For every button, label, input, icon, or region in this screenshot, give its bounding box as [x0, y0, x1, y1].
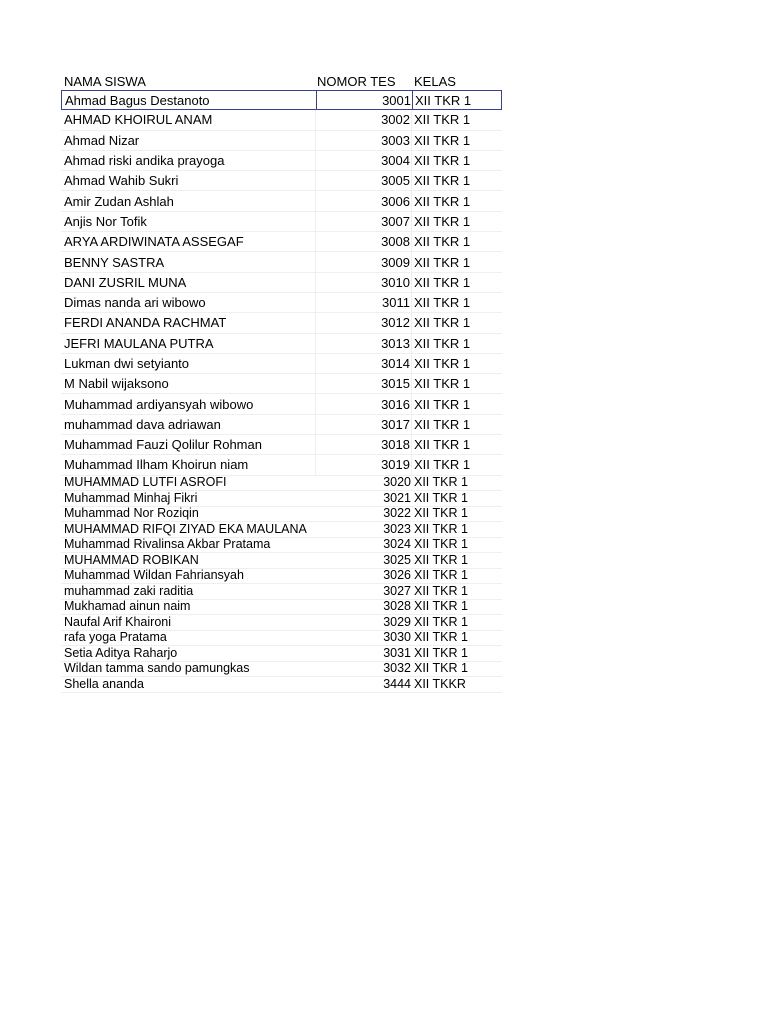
cell-student-name[interactable]: Muhammad Fauzi Qolilur Rohman: [61, 435, 316, 454]
cell-test-number[interactable]: 3024: [383, 537, 411, 552]
table-row[interactable]: [61, 273, 502, 293]
cell-class[interactable]: XII TKR 1: [414, 153, 471, 169]
table-row[interactable]: [61, 90, 502, 110]
table-header-row: [61, 72, 502, 90]
cell-test-number[interactable]: 3006: [316, 191, 412, 210]
table-row[interactable]: [61, 151, 502, 171]
table-row[interactable]: [61, 171, 502, 191]
header-nomor-tes[interactable]: NOMOR TES: [317, 74, 396, 89]
cell-test-number[interactable]: 3019: [316, 455, 412, 474]
cell-student-name[interactable]: MUHAMMAD ROBIKAN: [64, 552, 199, 567]
cell-test-number[interactable]: 3029: [383, 614, 411, 629]
cell-class[interactable]: XII TKR 1: [414, 396, 471, 412]
cell-class[interactable]: XII TKR 1: [414, 416, 471, 432]
table-row[interactable]: [61, 252, 502, 272]
table-row[interactable]: [61, 313, 502, 333]
table-row[interactable]: [61, 631, 502, 647]
cell-test-number[interactable]: 3016: [316, 394, 412, 413]
table-row[interactable]: [61, 677, 502, 693]
table-row[interactable]: [61, 334, 502, 354]
table-row[interactable]: [61, 538, 502, 554]
cell-student-name[interactable]: muhammad zaki raditia: [64, 583, 194, 598]
cell-class[interactable]: XII TKR 1: [414, 490, 468, 505]
cell-test-number[interactable]: 3015: [316, 374, 412, 393]
cell-class[interactable]: XII TKR 1: [414, 475, 468, 490]
cell-student-name[interactable]: Ahmad Nizar: [61, 131, 316, 150]
table-row[interactable]: [61, 212, 502, 232]
table-row[interactable]: [61, 455, 502, 475]
cell-test-number[interactable]: 3008: [316, 232, 412, 251]
cell-student-name[interactable]: rafa yoga Pratama: [64, 630, 167, 645]
cell-test-number[interactable]: 3001: [317, 91, 413, 109]
cell-test-number[interactable]: 3020: [383, 475, 411, 490]
table-row[interactable]: [61, 476, 502, 492]
cell-class[interactable]: XII TKR 1: [414, 234, 471, 250]
cell-student-name[interactable]: FERDI ANANDA RACHMAT: [61, 313, 316, 332]
cell-class[interactable]: XII TKR 1: [414, 356, 471, 371]
cell-student-name[interactable]: AHMAD KHOIRUL ANAM: [61, 110, 316, 129]
table-row[interactable]: [61, 662, 502, 678]
cell-student-name[interactable]: Muhammad Nor Roziqin: [64, 506, 199, 521]
cell-student-name[interactable]: MUHAMMAD LUTFI ASROFI: [64, 475, 227, 490]
cell-test-number[interactable]: 3017: [316, 415, 412, 434]
table-row[interactable]: [61, 584, 502, 600]
cell-test-number[interactable]: 3030: [383, 630, 411, 645]
cell-test-number[interactable]: 3027: [383, 583, 411, 598]
cell-test-number[interactable]: 3007: [316, 212, 412, 231]
table-row[interactable]: [61, 131, 502, 151]
cell-student-name[interactable]: BENNY SASTRA: [61, 252, 316, 271]
cell-student-name[interactable]: Mukhamad ainun naim: [64, 599, 191, 614]
cell-class[interactable]: XII TKKR: [414, 676, 466, 691]
cell-test-number[interactable]: 3004: [316, 151, 412, 170]
cell-class[interactable]: XII TKR 1: [414, 537, 468, 552]
cell-class[interactable]: XII TKR 1: [415, 92, 472, 108]
cell-test-number[interactable]: 3011: [316, 293, 412, 312]
cell-class[interactable]: XII TKR 1: [414, 112, 471, 128]
cell-test-number[interactable]: 3014: [316, 354, 412, 373]
cell-student-name[interactable]: Naufal Arif Khaironi: [64, 614, 172, 629]
cell-test-number[interactable]: 3025: [383, 552, 411, 567]
cell-student-name[interactable]: DANI ZUSRIL MUNA: [61, 273, 316, 292]
table-row[interactable]: [61, 354, 502, 374]
header-kelas[interactable]: KELAS: [414, 74, 456, 89]
table-row[interactable]: [61, 507, 502, 523]
table-row[interactable]: [61, 374, 502, 394]
table-row[interactable]: [61, 394, 502, 414]
cell-student-name[interactable]: Lukman dwi setyianto: [61, 354, 316, 373]
cell-test-number[interactable]: 3028: [383, 599, 411, 614]
table-row[interactable]: [61, 435, 502, 455]
table-row[interactable]: [61, 232, 502, 252]
cell-test-number[interactable]: 3021: [383, 490, 411, 505]
cell-class[interactable]: XII TKR 1: [414, 583, 468, 598]
cell-class[interactable]: XII TKR 1: [414, 193, 471, 209]
cell-class[interactable]: XII TKR 1: [414, 552, 468, 567]
table-row[interactable]: [61, 600, 502, 616]
cell-student-name[interactable]: Muhammad ardiyansyah wibowo: [61, 394, 316, 413]
table-row[interactable]: [61, 615, 502, 631]
cell-student-name[interactable]: Shella ananda: [64, 676, 144, 691]
table-row[interactable]: [61, 646, 502, 662]
table-row[interactable]: [61, 293, 502, 313]
cell-student-name[interactable]: Dimas nanda ari wibowo: [61, 293, 316, 312]
cell-class[interactable]: XII TKR 1: [414, 457, 471, 473]
table-row[interactable]: [61, 491, 502, 507]
cell-class[interactable]: XII TKR 1: [414, 437, 471, 453]
cell-student-name[interactable]: Ahmad riski andika prayoga: [61, 151, 316, 170]
cell-student-name[interactable]: Muhammad Rivalinsa Akbar Pratama: [64, 537, 271, 552]
cell-student-name[interactable]: Muhammad Ilham Khoirun niam: [61, 455, 316, 474]
cell-test-number[interactable]: 3022: [383, 506, 411, 521]
table-row[interactable]: [61, 569, 502, 585]
cell-class[interactable]: XII TKR 1: [414, 630, 468, 645]
cell-class[interactable]: XII TKR 1: [414, 521, 468, 536]
header-nama-siswa[interactable]: NAMA SISWA: [64, 74, 146, 89]
cell-student-name[interactable]: Ahmad Wahib Sukri: [61, 171, 316, 190]
cell-test-number[interactable]: 3009: [316, 252, 412, 271]
cell-class[interactable]: XII TKR 1: [414, 506, 468, 521]
cell-test-number[interactable]: 3026: [383, 568, 411, 583]
cell-class[interactable]: XII TKR 1: [414, 376, 471, 392]
cell-test-number[interactable]: 3023: [383, 521, 411, 536]
cell-test-number[interactable]: 3018: [316, 435, 412, 454]
cell-student-name[interactable]: MUHAMMAD RIFQI ZIYAD EKA MAULANA: [64, 521, 307, 536]
cell-student-name[interactable]: Ahmad Bagus Destanoto: [62, 91, 317, 109]
cell-test-number[interactable]: 3013: [316, 334, 412, 353]
table-body: [61, 90, 502, 693]
cell-class[interactable]: XII TKR 1: [414, 173, 471, 189]
cell-student-name[interactable]: Muhammad Minhaj Fikri: [64, 490, 198, 505]
table-row[interactable]: [61, 415, 502, 435]
cell-class[interactable]: XII TKR 1: [414, 661, 468, 676]
cell-student-name[interactable]: M Nabil wijaksono: [61, 374, 316, 393]
cell-class[interactable]: XII TKR 1: [414, 614, 468, 629]
cell-class[interactable]: XII TKR 1: [414, 274, 471, 290]
cell-class[interactable]: XII TKR 1: [414, 132, 471, 148]
table-row[interactable]: [61, 522, 502, 538]
cell-class[interactable]: XII TKR 1: [414, 315, 471, 331]
cell-class[interactable]: XII TKR 1: [414, 568, 468, 583]
cell-class[interactable]: XII TKR 1: [414, 335, 471, 351]
cell-student-name[interactable]: JEFRI MAULANA PUTRA: [61, 334, 316, 353]
cell-test-number[interactable]: 3010: [316, 273, 412, 292]
cell-student-name[interactable]: ARYA ARDIWINATA ASSEGAF: [61, 232, 316, 251]
cell-class[interactable]: XII TKR 1: [414, 295, 471, 311]
cell-class[interactable]: XII TKR 1: [414, 254, 471, 270]
cell-test-number[interactable]: 3032: [383, 661, 411, 676]
cell-student-name[interactable]: Wildan tamma sando pamungkas: [64, 661, 250, 676]
cell-class[interactable]: XII TKR 1: [414, 645, 468, 660]
table-row[interactable]: [61, 553, 502, 569]
cell-test-number[interactable]: 3003: [316, 131, 412, 150]
cell-student-name[interactable]: Anjis Nor Tofik: [61, 212, 316, 231]
cell-class[interactable]: XII TKR 1: [414, 599, 468, 614]
cell-class[interactable]: XII TKR 1: [414, 213, 471, 229]
table-row[interactable]: [61, 191, 502, 211]
cell-test-number[interactable]: 3012: [316, 313, 412, 332]
cell-test-number[interactable]: 3444: [383, 676, 411, 691]
student-table: [61, 72, 502, 693]
table-row[interactable]: [61, 110, 502, 130]
cell-student-name[interactable]: Muhammad Wildan Fahriansyah: [64, 568, 244, 583]
cell-student-name[interactable]: muhammad dava adriawan: [61, 415, 316, 434]
cell-student-name[interactable]: Setia Aditya Raharjo: [64, 645, 178, 660]
cell-student-name[interactable]: Amir Zudan Ashlah: [61, 191, 316, 210]
cell-test-number[interactable]: 3031: [383, 645, 411, 660]
cell-test-number[interactable]: 3005: [316, 171, 412, 190]
cell-test-number[interactable]: 3002: [316, 110, 412, 129]
